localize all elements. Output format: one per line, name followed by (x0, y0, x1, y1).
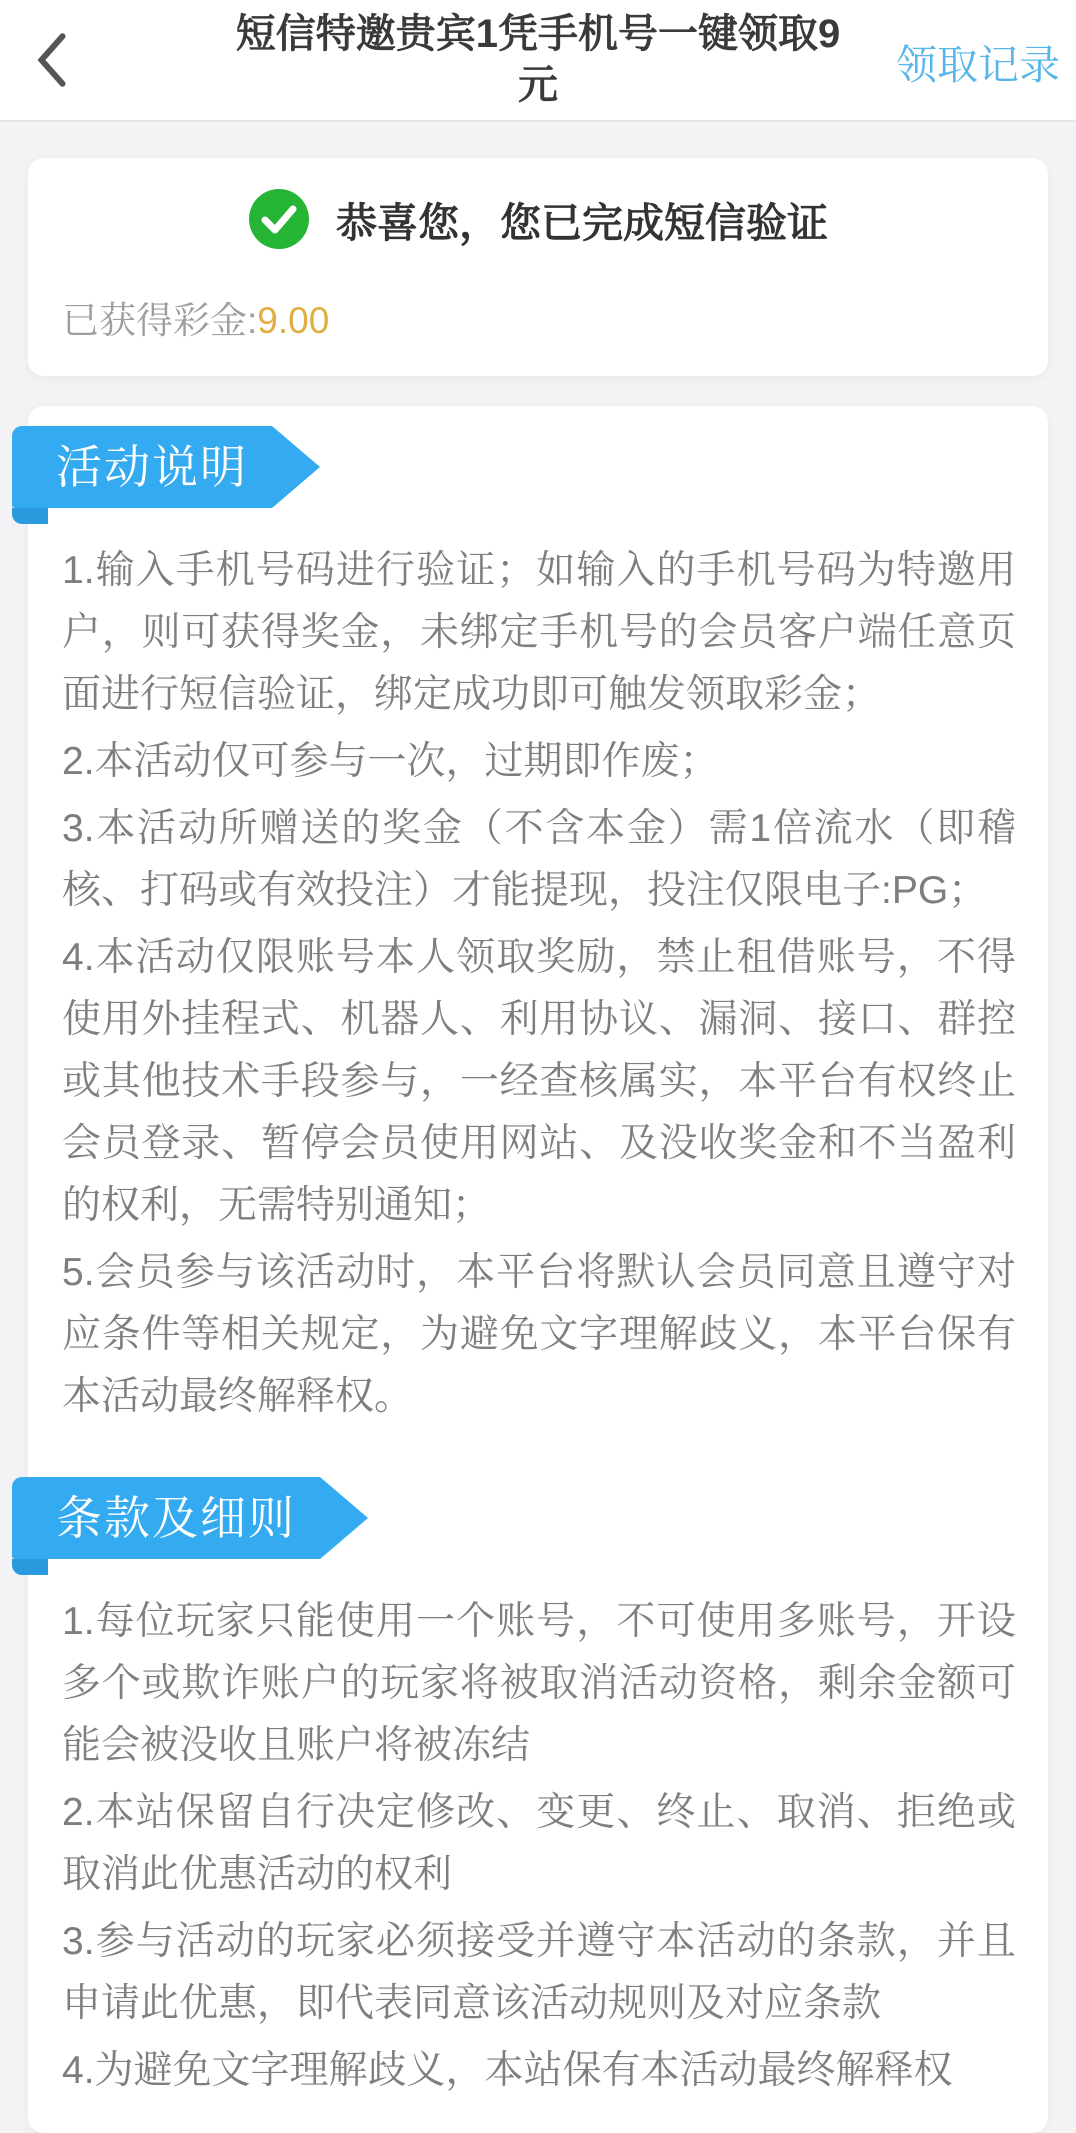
activity-rules-card (28, 406, 1048, 2133)
section-ribbon-activity-description: 活动说明 (12, 426, 272, 508)
bonus-amount: 9.00 (257, 300, 330, 341)
section-ribbon-terms: 条款及细则 (12, 1477, 320, 1559)
rule-paragraph: 2.本站保留自行决定修改、变更、终止、取消、拒绝或取消此优惠活动的权利 (62, 1791, 1016, 1896)
rule-paragraph: 3.参与活动的玩家必须接受并遵守本活动的条款，并且申请此优惠，即代表同意该活动规则及对应条款 (62, 1920, 1016, 2025)
claim-records-link[interactable]: 领取记录 (896, 41, 1060, 88)
page-title: 短信特邀贵宾1凭手机号一键领取9元 (235, 12, 841, 107)
sms-verified-card (28, 158, 1048, 376)
congrats-message: 恭喜您，您已完成短信验证 (336, 199, 828, 246)
app-header (0, 0, 1076, 122)
rule-paragraph: 2.本活动仅可参与一次，过期即作废； (62, 740, 719, 783)
bonus-label: 已获得彩金: (62, 300, 258, 341)
rule-paragraph: 4.为避免文字理解歧义，本站保有本活动最终解释权 (62, 2049, 953, 2092)
terms-paragraphs (28, 1591, 1048, 2102)
page-main (0, 158, 1076, 2133)
rule-paragraph: 1.每位玩家只能使用一个账号，不可使用多账号，开设多个或欺诈账户的玩家将被取消活动资格，剩余金额可能会被没收且账户将被冻结 (62, 1600, 1016, 1767)
activity-description-paragraphs (28, 540, 1048, 1428)
rule-paragraph: 5.会员参与该活动时，本平台将默认会员同意且遵守对应条件等相关规定，为避免文字理解歧义，本平台保有本活动最终解释权。 (62, 1251, 1016, 1418)
rule-paragraph: 4.本活动仅限账号本人领取奖励，禁止租借账号，不得使用外挂程式、机器人、利用协议、漏洞、接口、群控或其他技术手段参与，一经查核属实，本平台有权终止会员登录、暂停会员使用网站、及没收奖金和不当盈利的权利，无需特别通知； (62, 936, 1016, 1227)
check-circle-icon (248, 188, 310, 250)
chevron-left-icon (34, 31, 70, 92)
rule-paragraph: 1.输入手机号码进行验证；如输入的手机号码为特邀用户，则可获得奖金，未绑定手机号的会员客户端任意页面进行短信验证，绑定成功即可触发领取彩金； (62, 549, 1016, 716)
back-button[interactable] (22, 24, 82, 98)
bonus-line (62, 290, 1014, 344)
rule-paragraph: 3.本活动所赠送的奖金（不含本金）需1倍流水（即稽核、打码或有效投注）才能提现，投注仅限电子:PG； (62, 807, 1016, 912)
congrats-row (62, 188, 1014, 250)
